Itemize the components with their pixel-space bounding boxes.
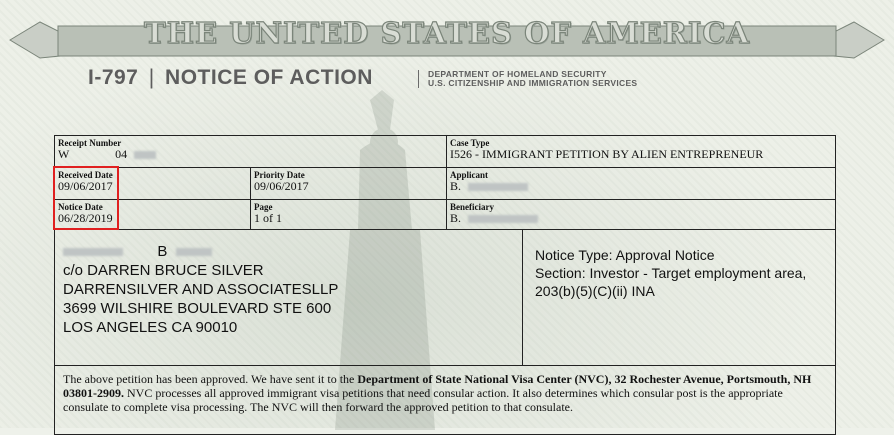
notice-type-box	[523, 230, 835, 366]
dept-line-2: U.S. CITIZENSHIP AND IMMIGRATION SERVICES	[428, 78, 638, 88]
beneficiary-value	[447, 212, 835, 225]
title-separator: |	[148, 66, 155, 89]
banner-title: THE UNITED STATES OF AMERICA	[144, 16, 750, 50]
received-date-value: 09/06/2017	[58, 179, 113, 193]
case-type-value: I526 - IMMIGRANT PETITION BY ALIEN ENTREPRENEUR	[450, 147, 764, 161]
case-type-cell	[447, 136, 835, 168]
beneficiary-cell	[447, 200, 835, 230]
priority-date-value: 09/06/2017	[254, 179, 309, 193]
priority-date-label: Priority Date	[254, 170, 305, 180]
address-line-2: DARRENSILVER AND ASSOCIATESLLP	[63, 281, 339, 298]
notice-form	[54, 135, 836, 435]
date-highlight-box	[53, 166, 119, 230]
address-line-1: c/o DARREN BRUCE SILVER	[63, 262, 264, 279]
form-number: I-797	[88, 66, 139, 89]
priority-date-cell	[251, 168, 447, 200]
notice-type-text	[535, 246, 806, 300]
mailing-address-box	[55, 230, 523, 366]
redaction	[468, 215, 538, 223]
paragraph-start: The above petition has been approved. We have sent it to the	[63, 372, 358, 386]
notice-date-label: Notice Date	[58, 202, 103, 212]
approval-paragraph	[63, 372, 827, 414]
redaction	[176, 248, 212, 256]
applicant-label: Applicant	[450, 170, 489, 180]
page-value: 1 of 1	[254, 211, 282, 225]
dept-line-1: DEPARTMENT OF HOMELAND SECURITY	[428, 69, 607, 79]
applicant-cell	[447, 168, 835, 200]
dept-divider	[418, 70, 419, 88]
page-cell	[251, 200, 447, 230]
addressee-initial: B	[157, 243, 168, 260]
case-type-label: Case Type	[450, 138, 490, 148]
redaction	[63, 248, 123, 256]
applicant-value	[447, 180, 835, 193]
notice-date-value: 06/28/2019	[58, 211, 113, 225]
address-line-3: 3699 WILSHIRE BOULEVARD STE 600	[63, 300, 332, 317]
applicant-name: B.	[450, 179, 462, 193]
address-line-0	[63, 242, 338, 261]
notice-of-action-title: NOTICE OF ACTION	[165, 66, 373, 89]
beneficiary-label: Beneficiary	[450, 202, 494, 212]
address-line-4: LOS ANGELES CA 90010	[63, 319, 238, 336]
paragraph-end: NVC processes all approved immigrant visa petitions that need consular action. It also determines which consular post is the appropriate consulate to complete visa processing. The NVC will then forward the approved petition to that consulate.	[63, 386, 783, 414]
receipt-number-cell	[55, 136, 447, 168]
notice-section-line-1: Section: Investor - Target employment area,	[535, 265, 807, 281]
nvc-address: Department of State National Visa Center (NVC), 32 Rochester Avenue, Portsmouth, NH 03801-2909.	[63, 372, 812, 400]
notice-type: Notice Type: Approval Notice	[535, 247, 715, 263]
form-title	[88, 66, 373, 90]
department-name	[428, 70, 637, 88]
page-label: Page	[254, 202, 273, 212]
redaction	[134, 151, 156, 159]
receipt-number-suffix: 04	[115, 147, 128, 161]
receipt-number-value	[55, 148, 446, 161]
redaction	[468, 183, 528, 191]
receipt-number-label: Receipt Number	[58, 138, 122, 148]
received-date-label: Received Date	[58, 170, 113, 180]
mailing-address	[63, 242, 338, 337]
receipt-number-prefix: W	[58, 147, 70, 161]
body-section	[55, 366, 835, 434]
beneficiary-name: B.	[450, 211, 462, 225]
notice-section-line-2: 203(b)(5)(C)(ii) INA	[535, 283, 655, 299]
